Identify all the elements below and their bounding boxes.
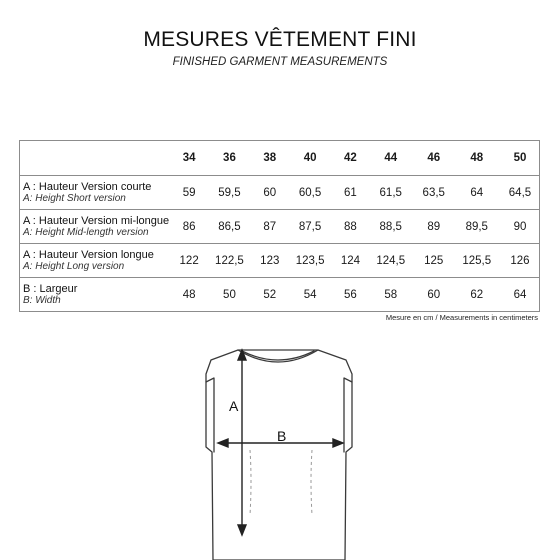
row-label-fr: B : Largeur [23, 282, 78, 295]
table-cell: 60,5 [286, 176, 334, 210]
size-header: 34 [182, 152, 196, 164]
table-cell: 122,5 [205, 244, 253, 278]
table-row [20, 278, 540, 312]
left-sleeve-hem [206, 378, 214, 452]
table-cell: 64,5 [501, 176, 540, 210]
page-subtitle: FINISHED GARMENT MEASUREMENTS [172, 56, 388, 68]
table-cell: 60 [415, 278, 453, 312]
size-header-blank [20, 141, 174, 176]
units-note: Mesure en cm / Measurements in centimeters [385, 313, 538, 322]
right-sleeve-hem [344, 378, 352, 452]
table-cell: 87 [254, 210, 286, 244]
table-cell: 125,5 [453, 244, 501, 278]
row-label [20, 278, 174, 312]
table-cell: 86,5 [205, 210, 253, 244]
table-cell: 88,5 [367, 210, 415, 244]
table-cell: 56 [334, 278, 366, 312]
table-cell: 124,5 [367, 244, 415, 278]
right-dart [311, 450, 312, 515]
row-label-en: A: Height Short version [23, 192, 126, 204]
table-cell: 63,5 [415, 176, 453, 210]
row-label-fr: A : Hauteur Version courte [23, 180, 152, 193]
table-cell: 89,5 [453, 210, 501, 244]
table-cell: 64 [453, 176, 501, 210]
table-cell: 48 [173, 278, 205, 312]
table-cell: 64 [501, 278, 540, 312]
dimension-label-b: B [277, 428, 287, 444]
table-cell: 59 [173, 176, 205, 210]
size-header: 48 [470, 152, 484, 164]
size-header: 40 [303, 152, 317, 164]
size-header: 50 [513, 152, 527, 164]
table-row [20, 176, 540, 210]
row-label-en: B: Width [23, 294, 61, 306]
table-cell: 86 [173, 210, 205, 244]
size-header: 46 [427, 152, 441, 164]
height-arrow-head-top [238, 350, 246, 360]
table-cell: 59,5 [205, 176, 253, 210]
table-cell: 88 [334, 210, 366, 244]
size-header: 42 [344, 152, 357, 164]
row-label [20, 176, 174, 210]
height-arrow-head-bottom [238, 525, 246, 535]
row-label-fr: A : Hauteur Version longue [23, 248, 154, 261]
width-arrow-head-right [333, 439, 343, 447]
table-cell: 122 [173, 244, 205, 278]
table-cell: 90 [501, 210, 540, 244]
size-header-row [20, 141, 540, 176]
table-cell: 60 [254, 176, 286, 210]
size-header: 44 [384, 152, 398, 164]
dimension-label-a: A [229, 398, 239, 414]
neckline-band [242, 351, 314, 360]
row-label-en: A: Height Long version [23, 260, 125, 272]
row-label-en: A: Height Mid-length version [23, 226, 149, 238]
table-cell: 61 [334, 176, 366, 210]
row-label [20, 210, 174, 244]
row-label [20, 244, 174, 278]
table-cell: 87,5 [286, 210, 334, 244]
page-title: MESURES VÊTEMENT FINI [143, 28, 417, 51]
row-label-fr: A : Hauteur Version mi-longue [23, 214, 170, 227]
measurements-table [19, 140, 540, 312]
table-cell: 124 [334, 244, 366, 278]
size-header: 36 [223, 152, 236, 164]
table-cell: 126 [501, 244, 540, 278]
table-cell: 125 [415, 244, 453, 278]
garment-diagram [0, 330, 560, 560]
table-cell: 123 [254, 244, 286, 278]
table-row [20, 210, 540, 244]
table-cell: 52 [254, 278, 286, 312]
table-cell: 58 [367, 278, 415, 312]
width-arrow-head-left [218, 439, 228, 447]
table-cell: 61,5 [367, 176, 415, 210]
table-row [20, 244, 540, 278]
garment-outline [206, 350, 352, 560]
size-header: 38 [263, 152, 277, 164]
table-cell: 62 [453, 278, 501, 312]
table-cell: 89 [415, 210, 453, 244]
table-cell: 123,5 [286, 244, 334, 278]
table-cell: 54 [286, 278, 334, 312]
table-cell: 50 [205, 278, 253, 312]
left-dart [250, 450, 251, 515]
